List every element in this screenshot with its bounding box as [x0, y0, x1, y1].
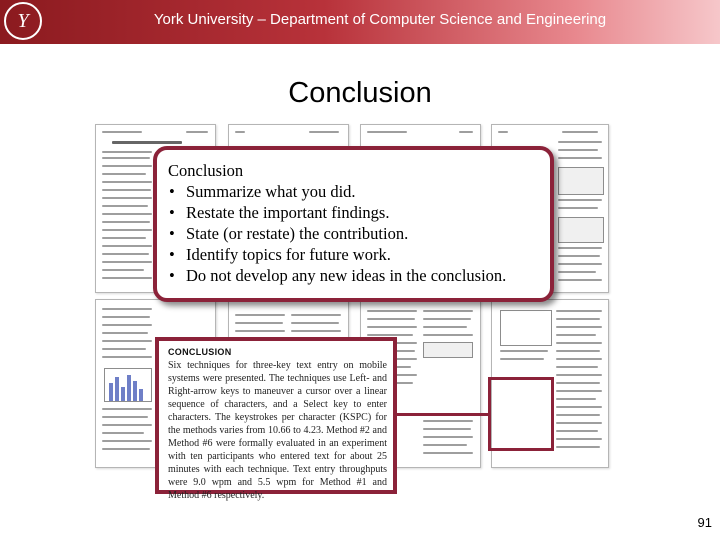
bullet-item: • State (or restate) the contribution. [168, 223, 550, 244]
bullet-item: • Summarize what you did. [168, 181, 550, 202]
conclusion-excerpt-zoom [155, 337, 397, 501]
slide-page-number: 91 [697, 515, 712, 530]
header-bar [0, 0, 720, 44]
callout-heading: Conclusion [168, 161, 244, 180]
york-logo [4, 2, 42, 40]
callout-connector-line [397, 413, 488, 416]
bullet-item: • Do not develop any new ideas in the conclusion. [168, 265, 550, 286]
slide-title: Conclusion [288, 77, 432, 109]
bullet-item: • Restate the important findings. [168, 202, 550, 223]
excerpt-text: Six techniques for three-key text entry on mobile systems were presented. The techniques use Left- and Right-arrow keys to maneuver a cursor over a linear sequence of characters, and a Select key to enter characters. The keystrokes per character (KSPC) for the methods varies from 10.66 to 4.23. Method #2 and Method #6 were formally evaluated in an experiment with ten participants who entered text for about 25 minutes with each technique. Text entry throughputs were 9.0 wpm and 5.5 wpm for Method #1 and Method #6 respectively. [168, 360, 387, 501]
excerpt-heading: CONCLUSION [168, 347, 232, 357]
thumbnail-bar-figure [104, 368, 152, 402]
conclusion-highlight-box [488, 377, 554, 451]
header-title: York University – Department of Computer Science and Engineering [153, 11, 607, 28]
logo-lettering: Y [17, 9, 29, 32]
bullet-item: • Identify topics for future work. [168, 244, 550, 265]
conclusion-callout [153, 146, 554, 302]
callout-bullet-list [168, 181, 550, 286]
